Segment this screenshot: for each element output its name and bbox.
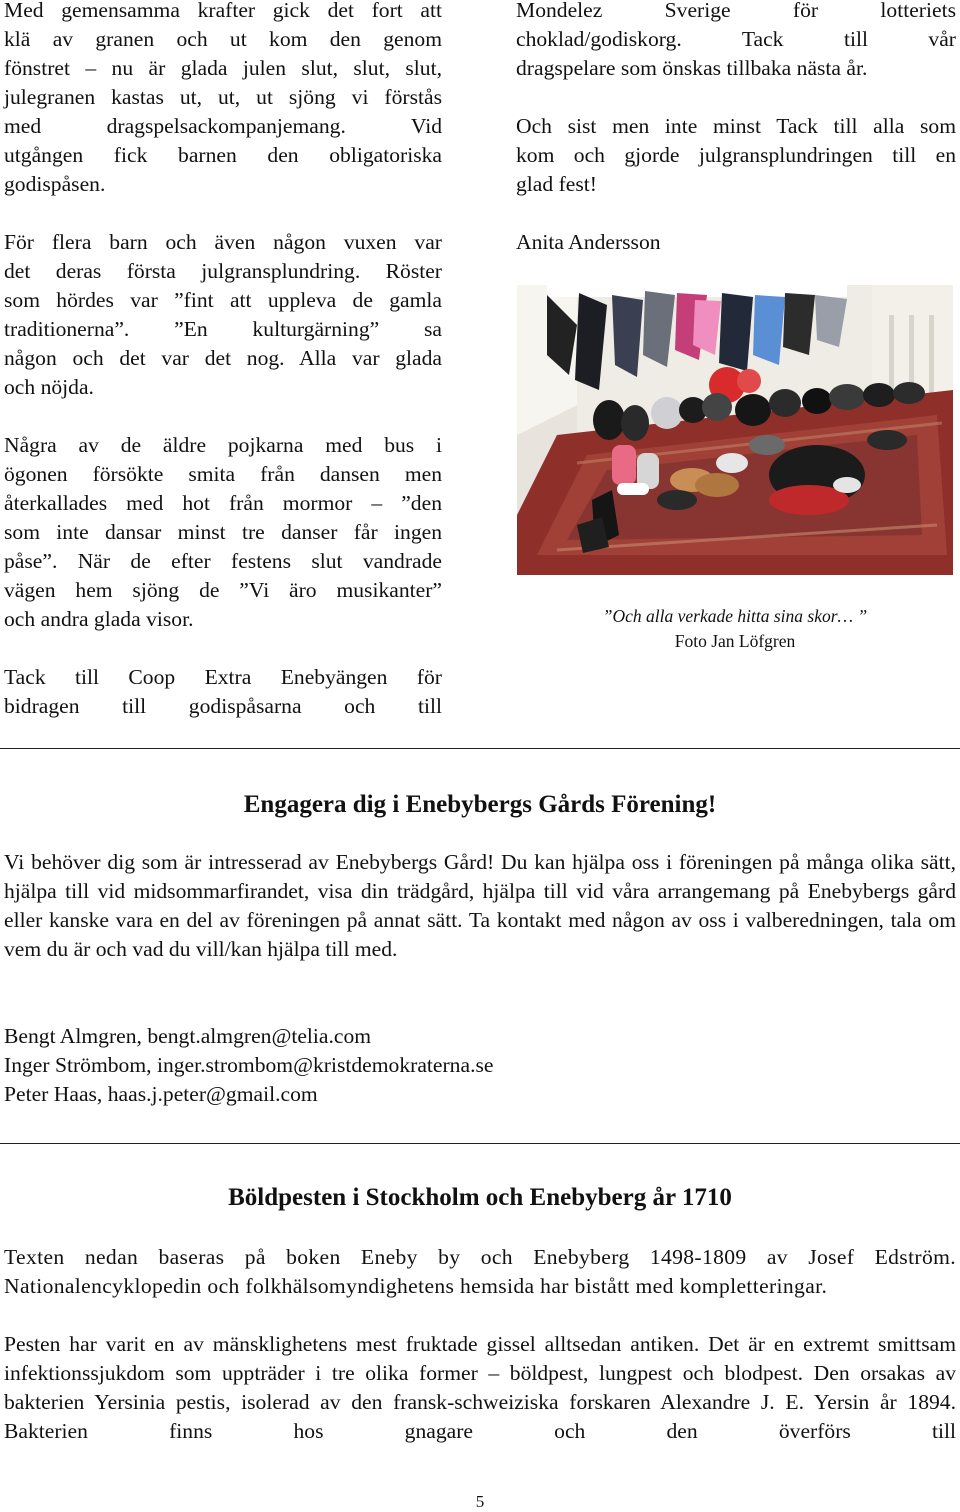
section-heading-boldpesten: Böldpesten i Stockholm och Enebyberg år 1710 — [228, 1184, 732, 1211]
paragraph-left-2-l2: det deras första julgransplundring. Röster — [4, 259, 442, 283]
paragraph-left-3-last: och andra glada visor. — [4, 607, 194, 631]
paragraph-left-1-l6: utgången fick barnen den obligatoriska — [4, 143, 442, 167]
paragraph-left-3-l2: ögonen försökte smita från dansen men — [4, 462, 442, 486]
paragraph-left-2-l1: För flera barn och även någon vuxen var — [4, 230, 442, 254]
paragraph-left-3-l6: vägen hem sjöng de ”Vi äro musikanter” — [4, 578, 442, 602]
paragraph-left-3-l3: återkallades med hot från mormor – ”den — [4, 491, 442, 515]
contact-list — [4, 1022, 956, 1109]
paragraph-left-1-last: godispåsen. — [4, 172, 106, 196]
paragraph-right-2-last: glad fest! — [516, 172, 597, 196]
section-engagera-body — [4, 848, 956, 964]
shoes-photo-illustration — [517, 285, 953, 575]
paragraph-left-2-l5: någon och det var det nog. Alla var glada — [4, 346, 442, 370]
paragraph-right-1-last: dragspelare som önskas tillbaka nästa år. — [516, 56, 868, 80]
right-column — [516, 0, 956, 257]
paragraph-left-2-last: och nöjda. — [4, 375, 94, 399]
contact-item: Inger Strömbom, inger.strombom@kristdemokraterna.se — [4, 1053, 494, 1077]
paragraph-left-3-l5: påse”. När de efter festens slut vandrade — [4, 549, 442, 573]
section-boldpesten-intro — [4, 1243, 956, 1301]
photo-caption — [517, 604, 953, 654]
paragraph-left-1-l5: med dragspelsackompanjemang. Vid — [4, 114, 442, 138]
paragraph-left-4-l2: bidragen till godispåsarna och till — [4, 694, 442, 718]
photo-credit: Foto Jan Löfgren — [674, 631, 796, 651]
contact-item: Peter Haas, haas.j.peter@gmail.com — [4, 1082, 318, 1106]
paragraph-right-1-l2: choklad/godiskorg. Tack till vår — [516, 27, 956, 51]
paragraph-left-2-l4: traditionerna”. ”En kulturgärning” sa — [4, 317, 442, 341]
left-column — [4, 0, 442, 721]
divider-2 — [0, 1143, 960, 1144]
paragraph-left-3-l1: Några av de äldre pojkarna med bus i — [4, 433, 442, 457]
section-engagera-paragraph: Vi behöver dig som är intresserad av Enebybergs Gård! Du kan hjälpa oss i föreningen på många olika sätt, hjälpa till vid midsommarfirandet, visa din trädgård, hjälpa till vid våra arrangemang på Enebybergs gård eller kanske vara en del av föreningen på annat sätt. Ta kontakt med någon av oss i valberedningen, tala om vem du är och vad du vill/kan hjälpa till med. — [4, 850, 956, 961]
paragraph-left-1-l1: Med gemensamma krafter gick det fort att — [4, 0, 442, 22]
paragraph-left-1-l3: fönstret – nu är glada julen slut, slut, slut, — [4, 56, 442, 80]
shoes-photo — [517, 285, 953, 575]
boldpesten-paragraph-1: Texten nedan baseras på boken Eneby by och Enebyberg 1498-1809 av Josef Edström. Nationalencyklopedin och folkhälsomyndighetens hemsida har bistått med kompletteringar. — [4, 1245, 956, 1298]
contact-item: Bengt Almgren, bengt.almgren@telia.com — [4, 1024, 372, 1048]
paragraph-left-1-l4: julegranen kastas ut, ut, ut sjöng vi förstås — [4, 85, 442, 109]
signature-author: Anita Andersson — [516, 230, 661, 254]
boldpesten-paragraph-2: Pesten har varit en av mänsklighetens mest fruktade gissel alltsedan antiken. Det är en extremt smittsam infektionssjukdom som uppträder i tre olika former – böldpest, lungpest och blodpest. Den orsakas av bakterien Yersinia pestis, isolerad av den fransk-schweiziska forskaren Alexandre J. E. Yersin år 1894. Bakterien finns hos gnagare och den överförs till — [4, 1332, 956, 1443]
paragraph-left-4-l1: Tack till Coop Extra Enebyängen för — [4, 665, 442, 689]
paragraph-left-1-l2: klä av granen och ut kom den genom — [4, 27, 442, 51]
paragraph-right-2-l2: kom och gjorde julgransplundringen till en — [516, 143, 956, 167]
photo-caption-text: ”Och alla verkade hitta sina skor… ” — [602, 606, 868, 626]
divider-1 — [0, 748, 960, 749]
paragraph-left-2-l3: som hördes var ”fint att uppleva de gamla — [4, 288, 442, 312]
paragraph-right-1-l1: Mondelez Sverige för lotteriets — [516, 0, 956, 22]
paragraph-right-2-l1: Och sist men inte minst Tack till alla som — [516, 114, 956, 138]
section-heading-engagera: Engagera dig i Enebybergs Gårds Förening! — [243, 791, 717, 818]
paragraph-left-3-l4: som inte dansar minst tre danser får ingen — [4, 520, 442, 544]
section-boldpesten-body — [4, 1330, 956, 1446]
page-number: 5 — [475, 1492, 485, 1511]
